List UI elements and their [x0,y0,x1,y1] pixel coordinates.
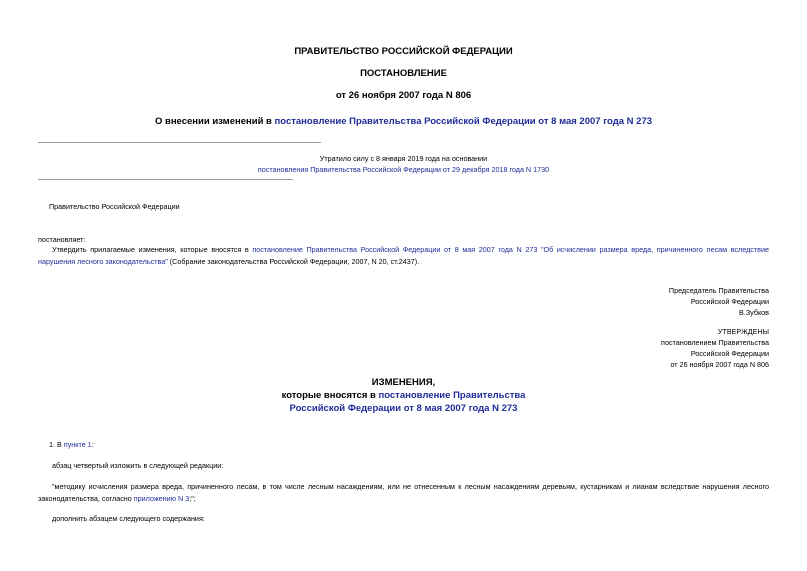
signature-title: Председатель Правительства [668,286,769,295]
changes-decree-link-2[interactable]: Российской Федерации от 8 мая 2007 года N 273 [289,403,518,414]
item-1 [49,439,94,451]
approved-date: от 26 ноября 2007 года N 806 [670,360,769,369]
issuer: Правительство Российской Федерации [49,202,180,211]
status-note-line1: Утратило силу с 8 января 2019 года на основании [319,154,488,163]
title-prefix: О внесении изменений в [154,116,275,127]
decrees-word: постановляет: [38,235,86,244]
paragraph-fourth-instruction: абзац четвертый изложить в следующей редакции: [52,461,224,470]
divider-top [38,142,321,143]
document-date: от 26 ноября 2007 года N 806 [335,90,472,101]
quote-start: "методику исчисления размера вреда, причиненного лесам, в том числе лесным насаждениям, или не отнесенным к лесным насаждениям деревьям, кустарникам и лианам вследствие нарушения лесного законодательства, согласно [38,482,769,503]
changes-decree-link-1[interactable]: постановление Правительства [378,390,526,401]
appendix-link[interactable]: приложению N 3 [133,493,190,503]
supplement-instruction: дополнить абзацем следующего содержания: [52,514,205,523]
title-decree-link[interactable]: постановление Правительства Российской Федерации от 8 мая 2007 года N 273 [274,116,653,127]
item-1-prefix: 1. В [49,440,64,449]
approved-country: Российской Федерации [690,349,769,358]
main-paragraph [38,244,769,267]
item-1-link[interactable]: пункте 1 [63,440,92,449]
main-paragraph-start: Утвердить прилагаемые изменения, которые вносятся в [52,245,253,254]
changes-sub-prefix: которые вносятся в [281,390,379,401]
main-decree-link[interactable]: постановление Правительства Российской Федерации от 8 мая 2007 года N 273 "Об исчислении размера вреда, причиненного лесам вследствие нарушения лесного законодательства" [38,245,769,266]
quote-end: ;"; [189,493,196,503]
changes-subheading-1 [0,390,807,401]
main-paragraph-end: (Собрание законодательства Российской Федерации, 2007, N 20, ст.2437). [167,256,420,266]
approved-label: УТВЕРЖДЕНЫ [717,327,769,336]
quoted-paragraph [38,481,769,504]
signature-name: В.Зубков [739,308,769,317]
status-note-link[interactable]: постановления Правительства Российской Федерации от 29 декабря 2018 года N 1730 [257,165,550,174]
document-title [0,116,807,127]
signature-country: Российской Федерации [690,297,769,306]
approved-by: постановлением Правительства [661,338,769,347]
divider-bottom [38,179,293,180]
document-type: ПОСТАНОВЛЕНИЕ [360,68,447,79]
changes-heading: ИЗМЕНЕНИЯ, [371,377,436,388]
government-name: ПРАВИТЕЛЬСТВО РОССИЙСКОЙ ФЕДЕРАЦИИ [294,46,513,57]
item-1-suffix: : [91,440,94,449]
